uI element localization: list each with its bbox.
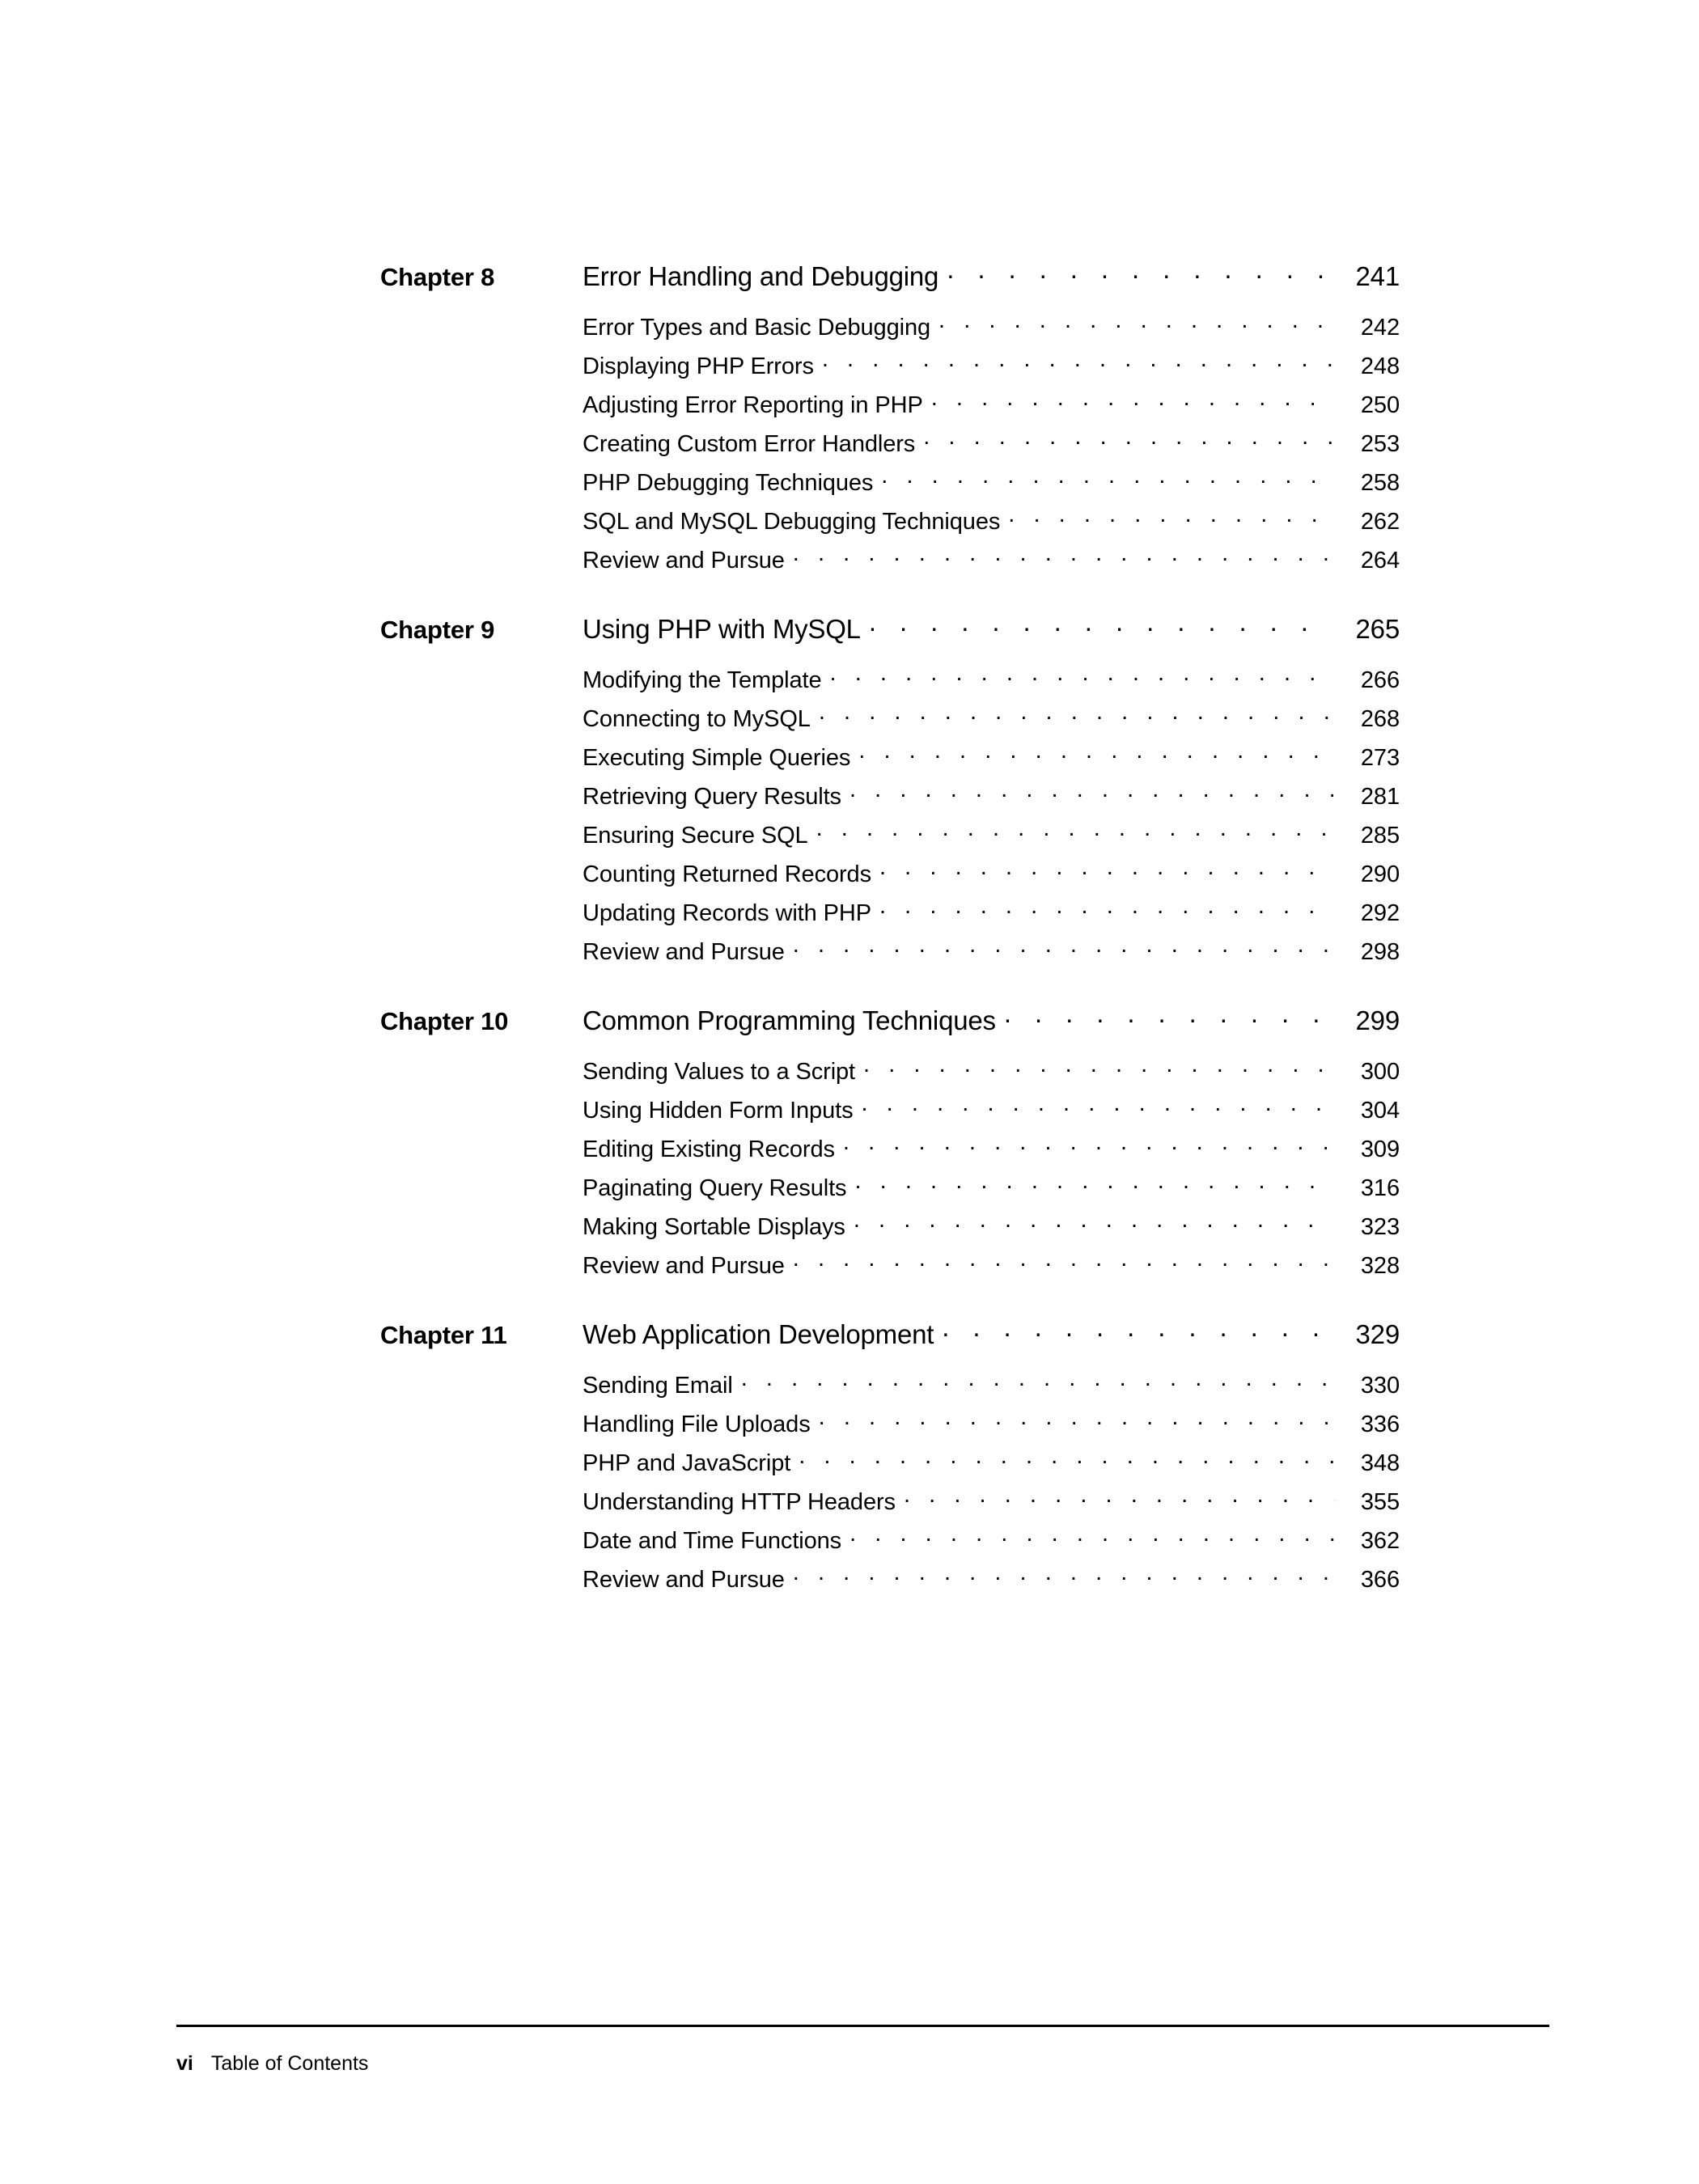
- section-page-number: 290: [1360, 861, 1400, 887]
- section-page-number: 250: [1360, 392, 1400, 418]
- section-row[interactable]: [583, 1525, 1400, 1555]
- dot-leader: [904, 1486, 1335, 1509]
- chapter-block: [380, 1003, 1400, 1280]
- section-title: Date and Time Functions: [583, 1528, 842, 1554]
- section-title: Ensuring Secure SQL: [583, 823, 808, 849]
- dot-leader: [879, 858, 1335, 882]
- section-page-number: 348: [1360, 1450, 1400, 1476]
- section-row[interactable]: [583, 781, 1400, 811]
- section-page-number: 336: [1360, 1412, 1400, 1437]
- footer-divider: [176, 2025, 1549, 2027]
- section-row[interactable]: [583, 1250, 1400, 1280]
- section-title: Understanding HTTP Headers: [583, 1489, 896, 1515]
- section-page-number: 355: [1360, 1489, 1400, 1515]
- section-title: Adjusting Error Reporting in PHP: [583, 392, 923, 418]
- chapter-entry: [583, 1003, 1400, 1036]
- section-list: [583, 311, 1400, 574]
- section-page-number: 273: [1360, 745, 1400, 771]
- dot-leader: [861, 1094, 1335, 1118]
- section-row[interactable]: [583, 428, 1400, 458]
- section-row[interactable]: [583, 1369, 1400, 1399]
- section-title: Paginating Query Results: [583, 1175, 847, 1201]
- dot-leader: [816, 819, 1335, 843]
- section-row[interactable]: [583, 1486, 1400, 1516]
- section-row[interactable]: [583, 544, 1400, 574]
- section-page-number: 281: [1360, 784, 1400, 810]
- chapter-label: Chapter 11: [380, 1321, 507, 1349]
- section-row[interactable]: [583, 1056, 1400, 1086]
- chapter-label: Chapter 10: [380, 1007, 509, 1035]
- section-page-number: 285: [1360, 823, 1400, 849]
- section-title: Counting Returned Records: [583, 861, 871, 887]
- chapter-page-number: 329: [1355, 1319, 1400, 1349]
- section-page-number: 300: [1360, 1059, 1400, 1085]
- section-page-number: 328: [1360, 1253, 1400, 1279]
- chapter-title: Using PHP with MySQL: [583, 614, 861, 644]
- section-row[interactable]: [583, 742, 1400, 772]
- section-page-number: 262: [1360, 509, 1400, 535]
- section-page-number: 309: [1360, 1136, 1400, 1162]
- dot-leader: [869, 612, 1333, 638]
- chapter-block: [380, 612, 1400, 966]
- section-row[interactable]: [583, 819, 1400, 849]
- page-footer: [176, 2052, 368, 2076]
- dot-leader: [793, 936, 1335, 959]
- section-title: Updating Records with PHP: [583, 900, 871, 926]
- table-of-contents: [380, 259, 1400, 1631]
- dot-leader: [793, 1564, 1335, 1587]
- section-title: Connecting to MySQL: [583, 706, 811, 732]
- section-page-number: 266: [1360, 667, 1400, 693]
- dot-leader: [830, 664, 1336, 688]
- dot-leader: [879, 897, 1335, 921]
- dot-leader: [881, 467, 1335, 490]
- dot-leader: [741, 1369, 1335, 1393]
- section-title: Sending Values to a Script: [583, 1059, 856, 1085]
- section-page-number: 292: [1360, 900, 1400, 926]
- chapter-entry: [583, 259, 1400, 292]
- dot-leader: [793, 544, 1335, 568]
- section-page-number: 330: [1360, 1373, 1400, 1399]
- section-title: Review and Pursue: [583, 1253, 785, 1279]
- section-page-number: 258: [1360, 470, 1400, 496]
- chapter-heading[interactable]: [380, 612, 1400, 645]
- dot-leader: [793, 1250, 1335, 1273]
- chapter-title: Common Programming Techniques: [583, 1005, 996, 1035]
- dot-leader: [1004, 1003, 1333, 1030]
- dot-leader: [947, 259, 1333, 286]
- chapter-entry: [583, 1317, 1400, 1350]
- dot-leader: [850, 1525, 1335, 1548]
- dot-leader: [938, 311, 1335, 335]
- section-title: Sending Email: [583, 1373, 733, 1399]
- section-page-number: 323: [1360, 1214, 1400, 1240]
- section-page-number: 268: [1360, 706, 1400, 732]
- dot-leader: [850, 781, 1335, 804]
- section-list: [583, 664, 1400, 966]
- folio-number: vi: [176, 2052, 193, 2075]
- section-row[interactable]: [583, 664, 1400, 694]
- section-title: Review and Pursue: [583, 548, 785, 574]
- section-title: Creating Custom Error Handlers: [583, 431, 916, 457]
- chapter-heading[interactable]: [380, 1317, 1400, 1350]
- section-title: Retrieving Query Results: [583, 784, 841, 810]
- section-row[interactable]: [583, 1172, 1400, 1202]
- section-title: Displaying PHP Errors: [583, 353, 814, 379]
- section-list: [583, 1369, 1400, 1594]
- dot-leader: [819, 703, 1335, 726]
- section-title: Using Hidden Form Inputs: [583, 1098, 854, 1124]
- chapter-heading[interactable]: [380, 259, 1400, 292]
- footer-label: Table of Contents: [210, 2052, 369, 2075]
- section-page-number: 298: [1360, 939, 1400, 965]
- chapter-block: [380, 259, 1400, 574]
- section-page-number: 248: [1360, 353, 1400, 379]
- dot-leader: [1008, 506, 1335, 529]
- section-title: Handling File Uploads: [583, 1412, 811, 1437]
- dot-leader: [854, 1211, 1335, 1234]
- dot-leader: [942, 1317, 1333, 1344]
- section-title: PHP and JavaScript: [583, 1450, 791, 1476]
- section-title: PHP Debugging Techniques: [583, 470, 874, 496]
- section-row[interactable]: [583, 467, 1400, 497]
- section-row[interactable]: [583, 1447, 1400, 1477]
- section-title: Error Types and Basic Debugging: [583, 315, 931, 341]
- section-page-number: 362: [1360, 1528, 1400, 1554]
- dot-leader: [858, 742, 1335, 765]
- section-page-number: 366: [1360, 1567, 1400, 1593]
- chapter-entry: [583, 612, 1400, 645]
- dot-leader: [863, 1056, 1335, 1079]
- section-row[interactable]: [583, 311, 1400, 341]
- section-title: Review and Pursue: [583, 939, 785, 965]
- chapter-page-number: 265: [1355, 614, 1400, 644]
- chapter-page-number: 299: [1355, 1005, 1400, 1035]
- section-row[interactable]: [583, 1094, 1400, 1124]
- chapter-title: Web Application Development: [583, 1319, 934, 1349]
- section-title: Executing Simple Queries: [583, 745, 851, 771]
- section-row[interactable]: [583, 506, 1400, 535]
- section-row[interactable]: [583, 936, 1400, 966]
- section-title: Review and Pursue: [583, 1567, 785, 1593]
- section-page-number: 264: [1360, 548, 1400, 574]
- section-row[interactable]: [583, 858, 1400, 888]
- section-row[interactable]: [583, 897, 1400, 927]
- section-page-number: 316: [1360, 1175, 1400, 1201]
- dot-leader: [843, 1133, 1335, 1157]
- section-row[interactable]: [583, 1211, 1400, 1241]
- section-title: Making Sortable Displays: [583, 1214, 845, 1240]
- dot-leader: [799, 1447, 1335, 1471]
- section-page-number: 242: [1360, 315, 1400, 341]
- section-row[interactable]: [583, 1564, 1400, 1594]
- section-title: Editing Existing Records: [583, 1136, 835, 1162]
- dot-leader: [819, 1408, 1335, 1432]
- section-list: [583, 1056, 1400, 1280]
- dot-leader: [923, 428, 1335, 451]
- section-title: SQL and MySQL Debugging Techniques: [583, 509, 1001, 535]
- section-row[interactable]: [583, 1133, 1400, 1163]
- dot-leader: [822, 350, 1335, 374]
- chapter-title: Error Handling and Debugging: [583, 261, 939, 291]
- chapter-label: Chapter 8: [380, 263, 495, 291]
- section-title: Modifying the Template: [583, 667, 822, 693]
- section-page-number: 253: [1360, 431, 1400, 457]
- chapter-label: Chapter 9: [380, 616, 495, 644]
- section-row[interactable]: [583, 350, 1400, 380]
- section-row[interactable]: [583, 389, 1400, 419]
- chapter-block: [380, 1317, 1400, 1594]
- section-row[interactable]: [583, 703, 1400, 733]
- dot-leader: [931, 389, 1335, 413]
- dot-leader: [854, 1172, 1335, 1196]
- chapter-page-number: 241: [1355, 261, 1400, 291]
- chapter-heading[interactable]: [380, 1003, 1400, 1036]
- section-page-number: 304: [1360, 1098, 1400, 1124]
- section-row[interactable]: [583, 1408, 1400, 1438]
